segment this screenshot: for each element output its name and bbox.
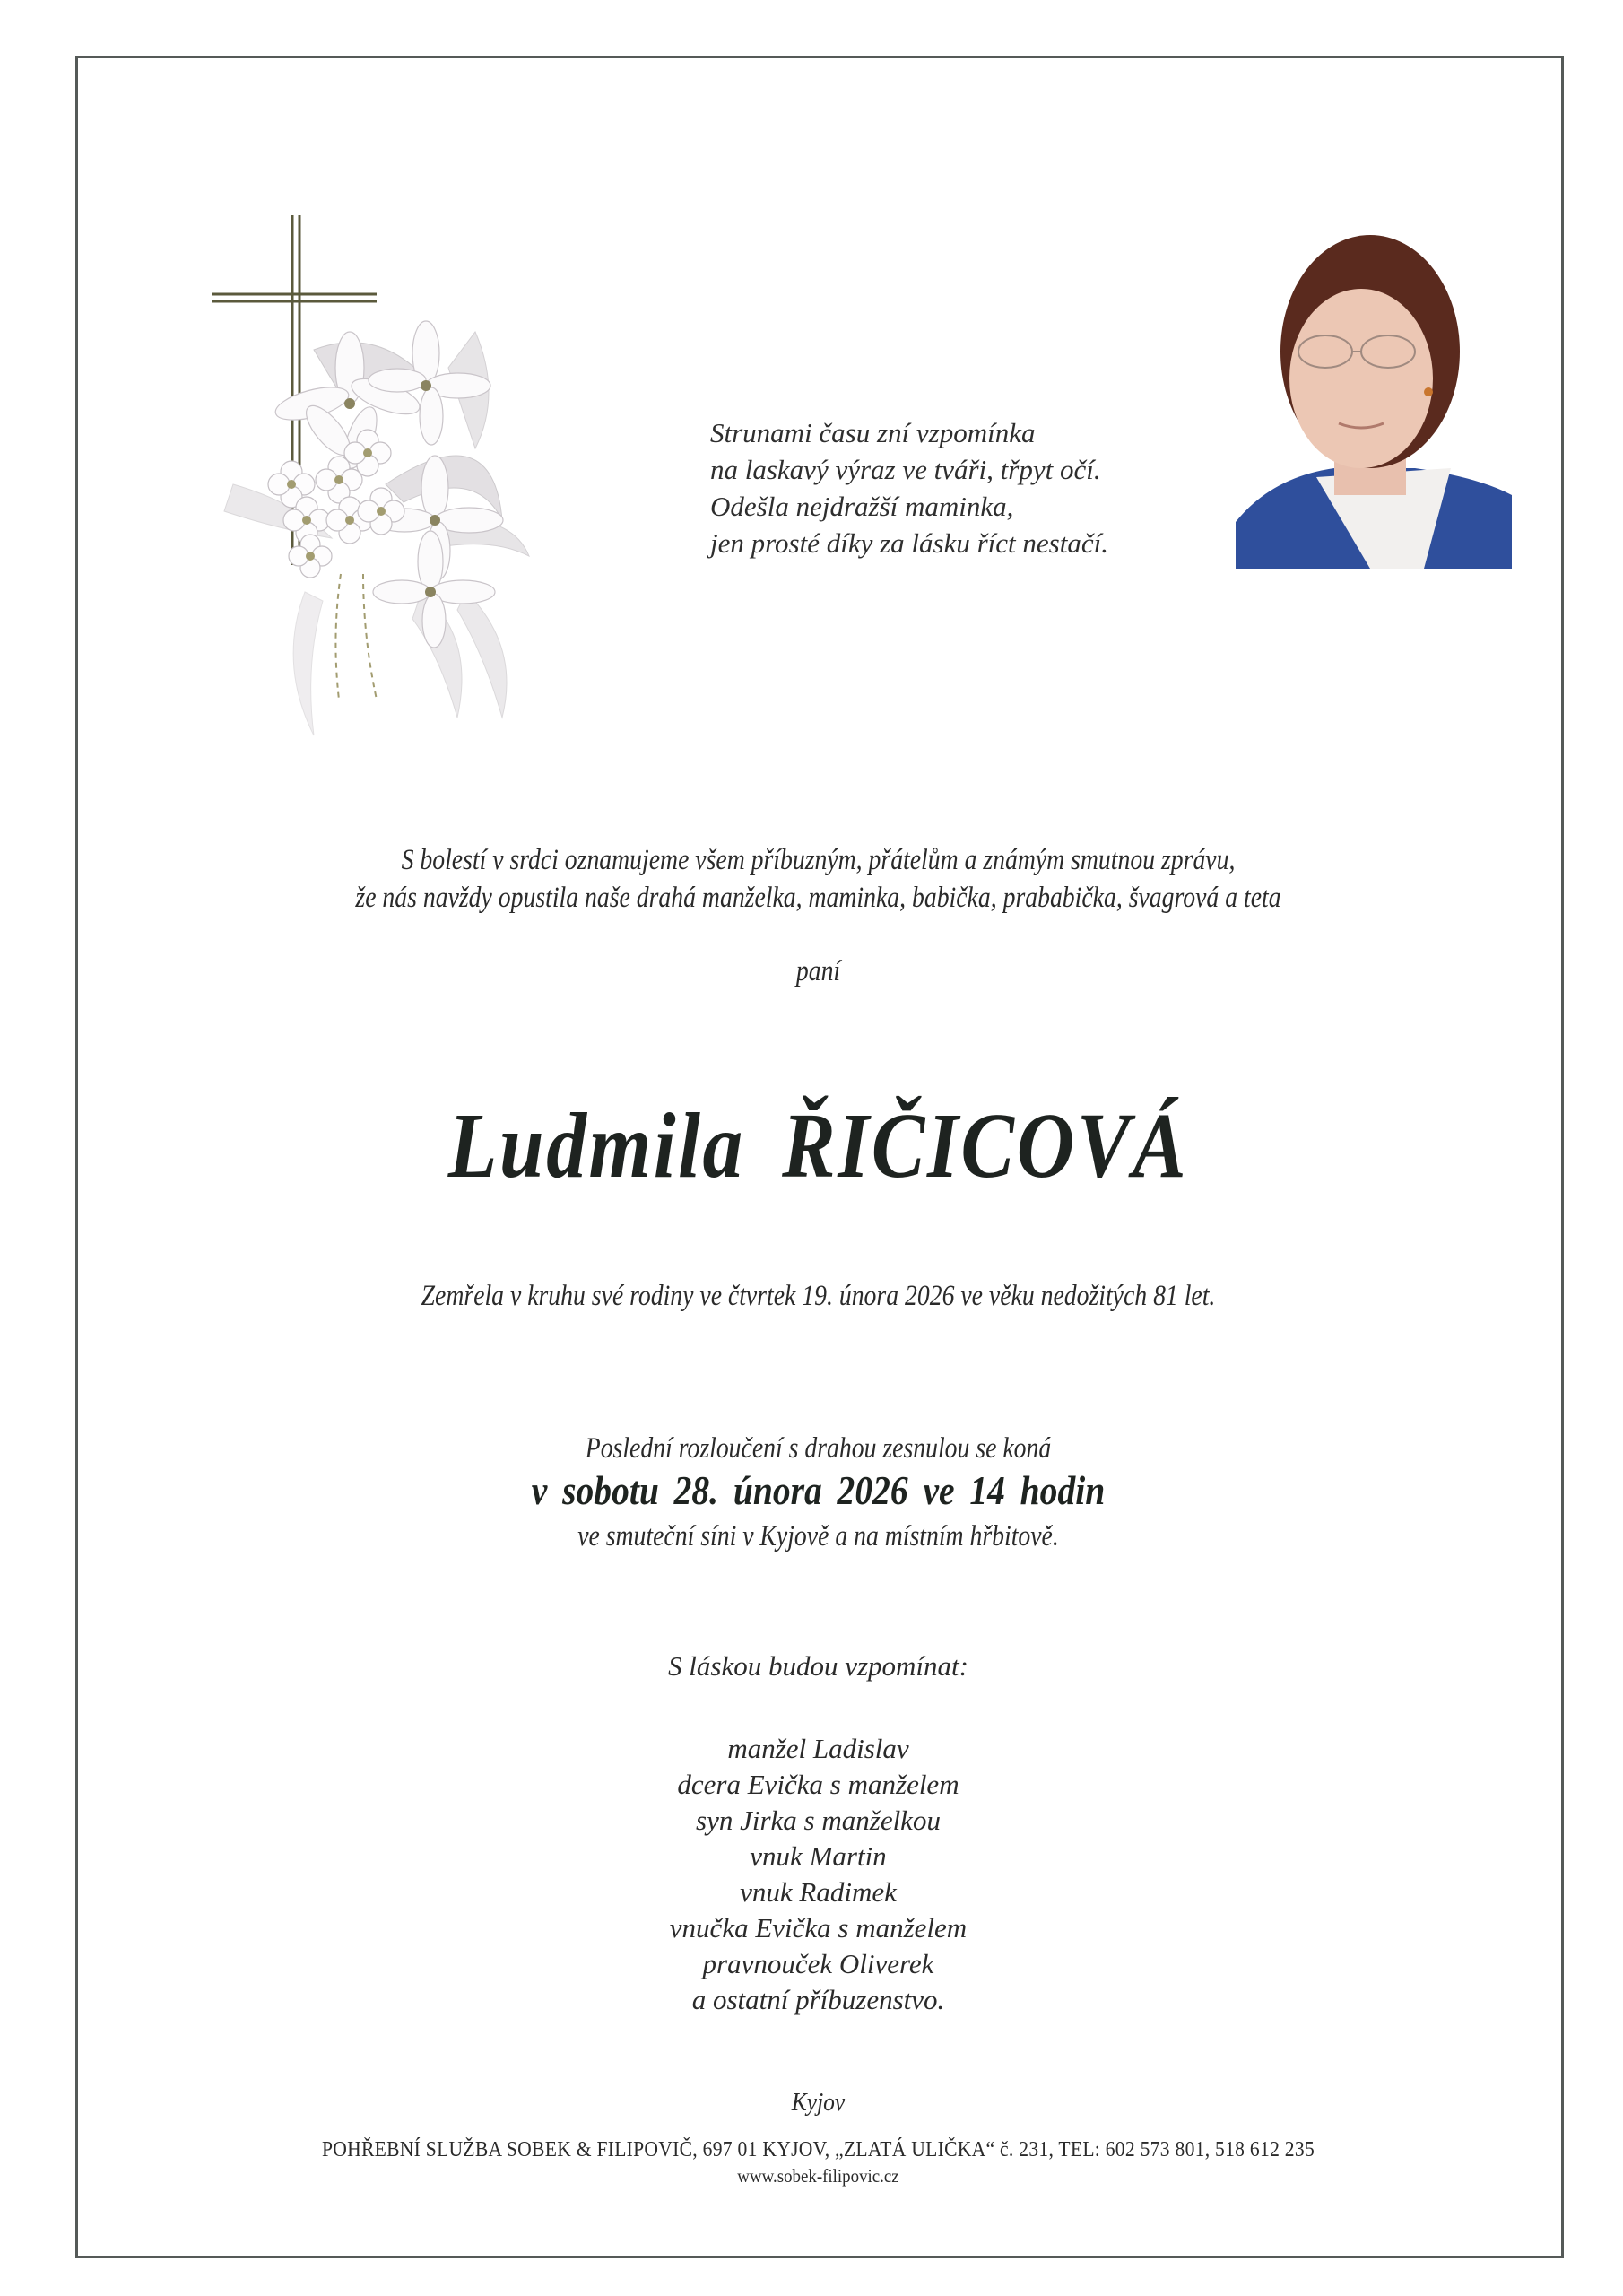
announcement-intro bbox=[195, 841, 1443, 917]
portrait-photo bbox=[1236, 208, 1512, 569]
mourner-item: dcera Evička s manželem bbox=[677, 1769, 959, 1800]
poem-line: Strunami času zní vzpomínka bbox=[710, 417, 1036, 448]
poem-line: Odešla nejdražší maminka, bbox=[710, 491, 1014, 522]
memorial-poem bbox=[710, 414, 1108, 561]
mourner-item: vnuk Martin bbox=[750, 1840, 887, 1872]
mourner-item: manžel Ladislav bbox=[727, 1733, 909, 1764]
mourner-item: syn Jirka s manželkou bbox=[696, 1805, 941, 1836]
stems bbox=[335, 574, 377, 700]
farewell-intro: Poslední rozloučení s drahou zesnulou se koná bbox=[585, 1432, 1052, 1465]
mourners-title: S láskou budou vzpomínat: bbox=[668, 1650, 968, 1682]
funeral-date-time: v sobotu 28. února 2026 ve 14 hodin bbox=[531, 1467, 1106, 1513]
website-link[interactable]: www.sobek-filipovic.cz bbox=[737, 2165, 899, 2187]
death-notice: Zemřela v kruhu své rodiny ve čtvrtek 19. února 2026 ve věku nedožitých 81 let. bbox=[421, 1280, 1216, 1312]
funeral-location: ve smuteční síni v Kyjově a na místním hřbitově. bbox=[577, 1520, 1059, 1552]
poem-line: jen prosté díky za lásku říct nestačí. bbox=[710, 527, 1108, 559]
mourner-item: vnučka Evička s manželem bbox=[669, 1912, 968, 1944]
mourners-list bbox=[75, 1731, 1561, 2018]
mourner-item: pravnouček Oliverek bbox=[702, 1948, 934, 1979]
poem-line: na laskavý výraz ve tváři, třpyt očí. bbox=[710, 454, 1101, 485]
deceased-name bbox=[179, 1092, 1457, 1199]
funeral-service-info: POHŘEBNÍ SLUŽBA SOBEK & FILIPOVIČ, 697 01 KYJOV, „ZLATÁ ULIČKA“ č. 231, TEL: 602 573 801, 518 612 235 bbox=[321, 2138, 1315, 2161]
mourner-item: a ostatní příbuzenstvo. bbox=[691, 1984, 945, 2015]
intro-line-2: že nás navždy opustila naše drahá manželka, maminka, babička, prababička, švagrová a teta bbox=[355, 882, 1281, 914]
first-name: Ludmila bbox=[447, 1094, 745, 1197]
surname: ŘIČICOVÁ bbox=[782, 1094, 1189, 1197]
intro-line-1: S bolestí v srdci oznamujeme všem příbuzným, přátelům a známým smutnou zprávu, bbox=[401, 844, 1236, 876]
mourner-item: vnuk Radimek bbox=[740, 1876, 897, 1908]
honorific: paní bbox=[795, 955, 841, 987]
cross-with-lilies-icon bbox=[206, 215, 547, 825]
place-name: Kyjov bbox=[791, 2088, 846, 2117]
